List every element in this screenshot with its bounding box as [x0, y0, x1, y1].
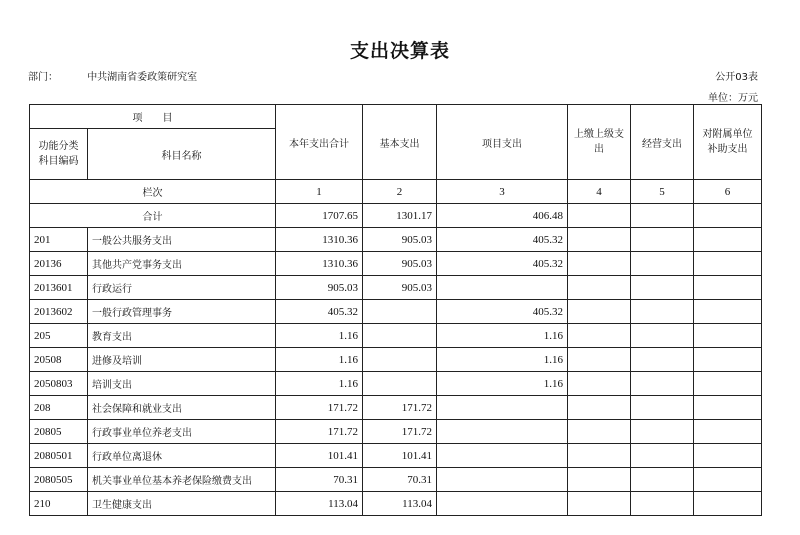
row-basic: 171.72 — [363, 396, 437, 420]
row-basic — [363, 324, 437, 348]
row-total: 1310.36 — [276, 252, 363, 276]
row-code: 205 — [30, 324, 88, 348]
row-operating — [631, 420, 694, 444]
row-subsidy — [694, 492, 762, 516]
row-name: 一般行政管理事务 — [88, 300, 276, 324]
row-operating — [631, 468, 694, 492]
row-project — [437, 276, 568, 300]
row-operating — [631, 396, 694, 420]
table-row — [30, 372, 762, 396]
row-code: 20136 — [30, 252, 88, 276]
row-name: 一般公共服务支出 — [88, 228, 276, 252]
table-row — [30, 228, 762, 252]
row-project: 1.16 — [437, 372, 568, 396]
row-project — [437, 492, 568, 516]
row-project: 1.16 — [437, 348, 568, 372]
row-subsidy — [694, 468, 762, 492]
row-upper — [568, 300, 631, 324]
row-operating — [631, 492, 694, 516]
row-total: 101.41 — [276, 444, 363, 468]
row-project — [437, 468, 568, 492]
table-row — [30, 444, 762, 468]
row-code: 2050803 — [30, 372, 88, 396]
row-operating — [631, 372, 694, 396]
row-total: 405.32 — [276, 300, 363, 324]
row-operating — [631, 252, 694, 276]
row-subsidy — [694, 348, 762, 372]
row-total: 1310.36 — [276, 228, 363, 252]
row-name: 行政单位离退休 — [88, 444, 276, 468]
row-code: 2013601 — [30, 276, 88, 300]
row-code: 20805 — [30, 420, 88, 444]
row-operating — [631, 348, 694, 372]
row-total: 113.04 — [276, 492, 363, 516]
row-upper — [568, 228, 631, 252]
row-subsidy — [694, 276, 762, 300]
page-title: 支出决算表 — [349, 40, 450, 62]
row-subsidy — [694, 252, 762, 276]
row-name: 卫生健康支出 — [88, 492, 276, 516]
header-operating: 经营支出 — [631, 105, 694, 180]
sum-label: 合计 — [30, 204, 276, 228]
seq-2: 2 — [363, 180, 437, 204]
table-row — [30, 276, 762, 300]
header-func-code: 功能分类科目编码 — [30, 129, 88, 180]
row-total: 1.16 — [276, 372, 363, 396]
table-row — [30, 492, 762, 516]
row-basic: 905.03 — [363, 252, 437, 276]
row-name: 行政事业单位养老支出 — [88, 420, 276, 444]
sum-row — [30, 204, 762, 228]
row-total: 70.31 — [276, 468, 363, 492]
row-code: 2080505 — [30, 468, 88, 492]
header-item: 项 目 — [30, 105, 276, 129]
row-subsidy — [694, 300, 762, 324]
row-upper — [568, 252, 631, 276]
row-name: 社会保障和就业支出 — [88, 396, 276, 420]
table-row — [30, 420, 762, 444]
row-upper — [568, 420, 631, 444]
row-upper — [568, 348, 631, 372]
row-subsidy — [694, 324, 762, 348]
row-basic — [363, 348, 437, 372]
row-operating — [631, 300, 694, 324]
row-basic: 70.31 — [363, 468, 437, 492]
row-upper — [568, 468, 631, 492]
row-subsidy — [694, 420, 762, 444]
row-total: 171.72 — [276, 420, 363, 444]
row-code: 20508 — [30, 348, 88, 372]
row-basic: 171.72 — [363, 420, 437, 444]
row-upper — [568, 396, 631, 420]
row-basic — [363, 300, 437, 324]
row-name: 机关事业单位基本养老保险缴费支出 — [88, 468, 276, 492]
row-project: 1.16 — [437, 324, 568, 348]
table-row — [30, 348, 762, 372]
sum-upper — [568, 204, 631, 228]
form-number: 公开03表 — [715, 72, 758, 83]
sum-subsidy — [694, 204, 762, 228]
table-row — [30, 252, 762, 276]
row-upper — [568, 492, 631, 516]
department-name: 中共湖南省委政策研究室 — [87, 72, 198, 83]
row-name: 其他共产党事务支出 — [88, 252, 276, 276]
row-operating — [631, 324, 694, 348]
table-row — [30, 300, 762, 324]
row-code: 2013602 — [30, 300, 88, 324]
row-code: 208 — [30, 396, 88, 420]
row-project — [437, 420, 568, 444]
header-total: 本年支出合计 — [276, 105, 363, 180]
department-line — [28, 68, 197, 83]
row-project: 405.32 — [437, 300, 568, 324]
row-subsidy — [694, 444, 762, 468]
seq-5: 5 — [631, 180, 694, 204]
row-code: 2080501 — [30, 444, 88, 468]
expenditure-table — [29, 104, 762, 516]
sum-basic: 1301.17 — [363, 204, 437, 228]
sum-project: 406.48 — [437, 204, 568, 228]
row-code: 210 — [30, 492, 88, 516]
row-upper — [568, 324, 631, 348]
row-name: 教育支出 — [88, 324, 276, 348]
sum-operating — [631, 204, 694, 228]
row-upper — [568, 372, 631, 396]
header-seq-label: 栏次 — [30, 180, 276, 204]
row-basic — [363, 372, 437, 396]
row-basic: 905.03 — [363, 276, 437, 300]
row-name: 培训支出 — [88, 372, 276, 396]
row-name: 行政运行 — [88, 276, 276, 300]
sum-total: 1707.65 — [276, 204, 363, 228]
row-upper — [568, 444, 631, 468]
row-project: 405.32 — [437, 252, 568, 276]
row-upper — [568, 276, 631, 300]
row-subsidy — [694, 228, 762, 252]
row-code: 201 — [30, 228, 88, 252]
row-project — [437, 396, 568, 420]
row-basic: 113.04 — [363, 492, 437, 516]
header-project: 项目支出 — [437, 105, 568, 180]
row-total: 171.72 — [276, 396, 363, 420]
row-total: 1.16 — [276, 348, 363, 372]
table-row — [30, 468, 762, 492]
row-total: 905.03 — [276, 276, 363, 300]
unit-label: 单位：万元 — [708, 93, 758, 104]
row-operating — [631, 276, 694, 300]
row-name: 进修及培训 — [88, 348, 276, 372]
row-operating — [631, 444, 694, 468]
header-basic: 基本支出 — [363, 105, 437, 180]
row-subsidy — [694, 396, 762, 420]
header-subsidy: 对附属单位补助支出 — [694, 105, 762, 180]
table-row — [30, 324, 762, 348]
row-subsidy — [694, 372, 762, 396]
seq-3: 3 — [437, 180, 568, 204]
row-basic: 905.03 — [363, 228, 437, 252]
row-project: 405.32 — [437, 228, 568, 252]
seq-1: 1 — [276, 180, 363, 204]
table-row — [30, 396, 762, 420]
row-project — [437, 444, 568, 468]
row-operating — [631, 228, 694, 252]
department-label: 部门： — [28, 72, 58, 83]
header-subject-name: 科目名称 — [88, 129, 276, 180]
seq-4: 4 — [568, 180, 631, 204]
row-total: 1.16 — [276, 324, 363, 348]
seq-6: 6 — [694, 180, 762, 204]
row-basic: 101.41 — [363, 444, 437, 468]
header-upper: 上缴上级支出 — [568, 105, 631, 180]
